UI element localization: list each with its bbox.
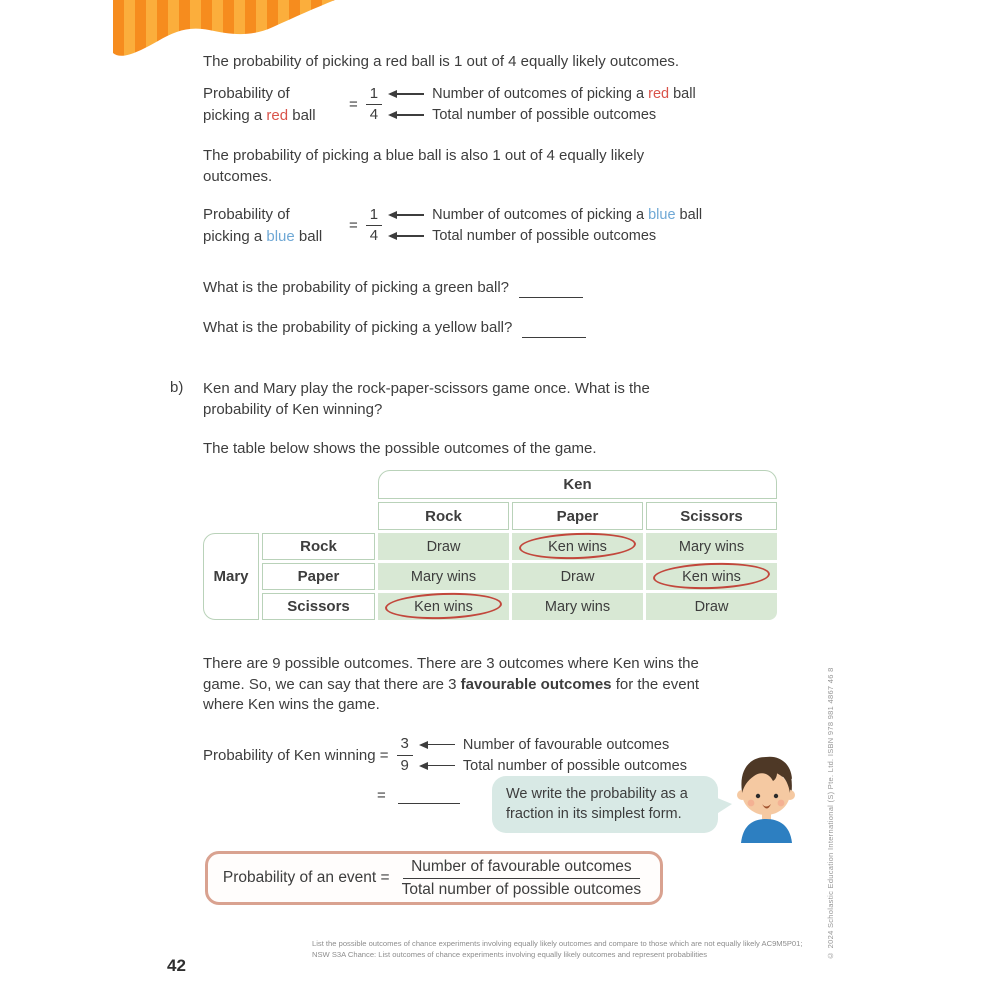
formula-denominator: Total number of possible outcomes (401, 881, 642, 898)
left-arrow-icon (421, 744, 455, 746)
fraction-annotations (390, 84, 696, 126)
formula-lhs: Probability of an event = (222, 869, 390, 886)
probability-formula-box (205, 851, 663, 905)
answer-blank-yellow[interactable] (522, 324, 586, 338)
fraction-annotations (421, 734, 687, 776)
fraction-denominator: 4 (369, 106, 379, 124)
question-yellow-ball: What is the probability of picking a yellow ball? (203, 318, 586, 336)
numerator-annotation: Number of favourable outcomes (421, 734, 687, 755)
blue-intro-sentence: The probability of picking a blue ball is also 1 out of 4 equally likely outcomes. (203, 147, 645, 185)
copyright-sidebar-text: © 2024 Scholastic Education International (S) Pte. Ltd. ISBN 978 981 4867 46 8 (826, 667, 835, 960)
left-arrow-icon (390, 235, 424, 237)
speech-bubble-tail (715, 797, 732, 815)
numerator-annotation: Number of outcomes of picking a red ball (390, 84, 696, 105)
table-row-header-paper: Paper (262, 563, 375, 590)
red-probability-label: Probability of picking a red ball (203, 85, 316, 124)
denominator-annotation: Total number of possible outcomes (421, 755, 687, 776)
answer-blank-green[interactable] (519, 284, 583, 298)
table-cell: Mary wins (646, 533, 777, 560)
table-caption: The table below shows the possible outcomes of the game. (203, 440, 597, 457)
equals-sign: = (349, 96, 358, 114)
table-cell-circled: Ken wins (646, 563, 777, 590)
answer-blank-simplest-form[interactable] (398, 803, 460, 804)
part-b-question: Ken and Mary play the rock-paper-scissors game once. What is the probability of Ken winning? (203, 380, 650, 418)
favourable-outcomes-bold: favourable outcomes (460, 675, 612, 693)
left-arrow-icon (390, 114, 424, 116)
fraction-one-fourth (366, 85, 382, 126)
equals-sign: = (377, 787, 386, 804)
table-cell: Mary wins (512, 593, 643, 620)
fraction-numerator: 1 (366, 206, 382, 227)
fraction-numerator: 1 (366, 85, 382, 106)
boy-character-illustration (733, 753, 799, 848)
red-probability-block (203, 83, 696, 127)
red-word: red (266, 106, 289, 124)
table-row-group-header-mary: Mary (203, 533, 259, 620)
part-b-marker: b) (170, 379, 184, 396)
table-col-header-rock: Rock (378, 502, 509, 530)
left-arrow-icon (421, 765, 455, 767)
outcomes-paragraph: There are 9 possible outcomes. There are 3 outcomes where Ken wins the game. So, we can say that there are 3 favourable outcomes for the event where Ken wins the game. (203, 655, 700, 714)
table-col-group-header-ken: Ken (378, 470, 777, 499)
boy-illustration-graphic (733, 753, 799, 843)
fraction-three-ninths (397, 735, 413, 776)
formula-numerator: Number of favourable outcomes (403, 857, 640, 879)
table-row-header-scissors: Scissors (262, 593, 375, 620)
left-arrow-icon (390, 93, 424, 95)
table-row-header-rock: Rock (262, 533, 375, 560)
ken-winning-label: Probability of Ken winning = (203, 746, 389, 764)
formula-fraction (398, 857, 646, 900)
denominator-annotation: Total number of possible outcomes (390, 226, 702, 247)
table-col-header-paper: Paper (512, 502, 643, 530)
ken-winning-block (203, 734, 687, 776)
fraction-one-fourth (366, 206, 382, 247)
blue-word: blue (266, 227, 295, 245)
equals-sign: = (349, 217, 358, 235)
fraction-numerator: 3 (397, 735, 413, 756)
table-col-header-scissors: Scissors (646, 502, 777, 530)
fraction-annotations (390, 205, 702, 247)
blue-word: blue (648, 207, 676, 224)
left-arrow-icon (390, 214, 424, 216)
blue-probability-block (203, 204, 702, 248)
curriculum-objective-text: List the possible outcomes of chance experiments involving equally likely outcomes and compare to those which are not equally likely AC9M5P01; NSW S3A Chance: List outcomes of chance experiments involving equally likely outcomes and represent probabilities (312, 939, 803, 959)
question-green-ball: What is the probability of picking a green ball? (203, 278, 583, 296)
table-cell: Draw (378, 533, 509, 560)
red-word: red (648, 86, 670, 103)
table-cell: Draw (512, 563, 643, 590)
blue-probability-label: Probability of picking a blue ball (203, 206, 323, 245)
fraction-denominator: 9 (400, 756, 409, 774)
intro-sentence: The probability of picking a red ball is 1 out of 4 equally likely outcomes. (203, 53, 680, 70)
speech-bubble: We write the probability as a fraction in its simplest form. (492, 776, 718, 833)
denominator-annotation: Total number of possible outcomes (390, 105, 696, 126)
page-number: 42 (167, 956, 186, 975)
numerator-annotation: Number of outcomes of picking a blue ball (390, 205, 702, 226)
table-cell: Draw (646, 593, 777, 620)
table-cell: Mary wins (378, 563, 509, 590)
table-cell-circled: Ken wins (512, 533, 643, 560)
table-cell-circled: Ken wins (378, 593, 509, 620)
outcomes-table (203, 470, 777, 620)
fraction-denominator: 4 (369, 227, 379, 245)
